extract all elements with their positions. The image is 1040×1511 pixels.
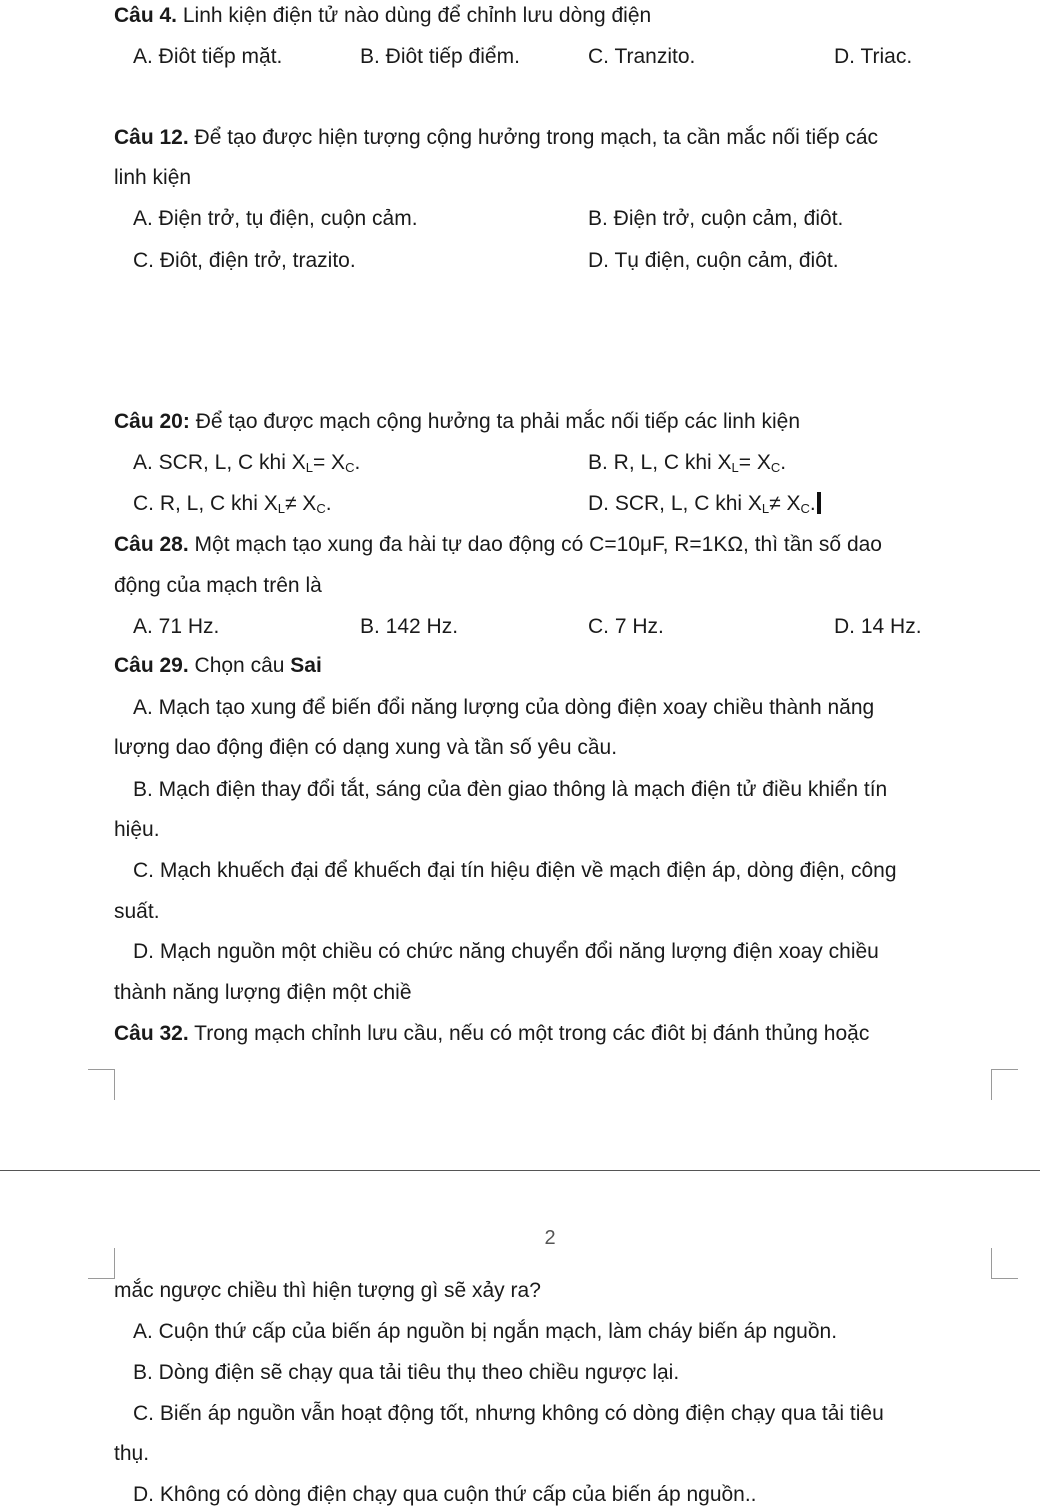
q20-d-end: .: [809, 492, 816, 515]
q4-option-a: A. Điôt tiếp mặt.: [133, 45, 283, 68]
subscript-c: C: [770, 460, 781, 475]
q4-number: Câu 4.: [114, 4, 178, 27]
q20-c-end: .: [325, 492, 332, 515]
q20-d-relation: ≠ X: [769, 492, 801, 515]
q32-option-a: A. Cuộn thứ cấp của biến áp nguồn bị ngắn mạch, làm cháy biến áp nguồn.: [133, 1320, 838, 1343]
q29-option-a-1: A. Mạch tạo xung để biến đổi năng lượng của dòng điện xoay chiều thành năng: [133, 696, 875, 719]
q32-option-d: D. Không có dòng điện chạy qua cuộn thứ cấp của biến áp nguồn..: [133, 1483, 757, 1506]
q12-number: Câu 12.: [114, 126, 189, 149]
subscript-c: C: [345, 460, 355, 475]
q4-text: Linh kiện điện tử nào dùng để chỉnh lưu dòng điện: [177, 4, 652, 27]
q28-option-c: C. 7 Hz.: [588, 615, 664, 638]
q29-option-d-1: D. Mạch nguồn một chiều có chức năng chuyển đổi năng lượng điện xoay chiều: [133, 940, 879, 963]
q32-stem: [114, 1022, 869, 1046]
q32-text-1: Trong mạch chỉnh lưu cầu, nếu có một trong các điôt bị đánh thủng hoặc: [188, 1022, 870, 1045]
q20-c-relation: ≠ X: [284, 492, 317, 515]
q20-text: Để tạo được mạch cộng hưởng ta phải mắc nối tiếp các linh kiện: [189, 410, 801, 433]
q4-stem: [114, 4, 651, 28]
page-divider: [0, 1170, 1040, 1171]
q4-option-c: C. Tranzito.: [588, 45, 696, 68]
q20-option-a: [133, 451, 360, 475]
q20-b-relation: = X: [738, 451, 771, 474]
q29-stem: [114, 654, 322, 678]
subscript-l: L: [305, 460, 313, 475]
q32-option-c-2: thụ.: [114, 1442, 150, 1465]
q29-option-c-1: C. Mạch khuếch đại để khuếch đại tín hiệu điện về mạch điện áp, dòng điện, công: [133, 859, 897, 882]
q32-option-b: B. Dòng điện sẽ chạy qua tải tiêu thụ theo chiều ngược lại.: [133, 1361, 680, 1384]
q28-stem: [114, 533, 882, 557]
q28-text-1: Một mạch tạo xung đa hài tự dao động có C=10μF, R=1KΩ, thì tần số dao: [188, 533, 882, 556]
q12-option-b: B. Điện trở, cuộn cảm, điôt.: [588, 207, 844, 230]
q28-option-b: B. 142 Hz.: [360, 615, 459, 638]
q28-option-d: D. 14 Hz.: [834, 615, 922, 638]
q29-text: Chọn câu: [188, 654, 291, 677]
q12-stem: [114, 126, 878, 150]
q28-text-2: động của mạch trên là: [114, 574, 322, 597]
q29-option-d-2: thành năng lượng điện một chiề: [114, 981, 412, 1004]
text-cursor: [817, 492, 821, 514]
subscript-l: L: [761, 501, 770, 516]
q20-number: Câu 20:: [114, 410, 190, 433]
subscript-c: C: [316, 501, 326, 516]
q32-text-2: mắc ngược chiều thì hiện tượng gì sẽ xảy ra?: [114, 1279, 541, 1302]
q29-option-b-1: B. Mạch điện thay đổi tắt, sáng của đèn giao thông là mạch điện tử điều khiển tín: [133, 778, 888, 801]
page-number: 2: [544, 1227, 556, 1249]
q20-a-relation: = X: [312, 451, 346, 474]
q12-text-1: Để tạo được hiện tượng cộng hưởng trong mạch, ta cần mắc nối tiếp các: [188, 126, 879, 149]
q20-a-end: .: [354, 451, 361, 474]
q20-c-text: C. R, L, C khi X: [133, 492, 278, 515]
q32-number: Câu 32.: [114, 1022, 189, 1045]
q20-option-b: [588, 451, 786, 475]
q20-b-end: .: [780, 451, 787, 474]
q29-keyword: Sai: [290, 654, 322, 677]
crop-mark-bottom-left: [88, 1248, 115, 1279]
q12-option-a: A. Điện trở, tụ điện, cuộn cảm.: [133, 207, 418, 230]
q20-stem: [114, 410, 800, 434]
crop-mark-top-left: [88, 1069, 115, 1100]
q32-option-c-1: C. Biến áp nguồn vẫn hoạt động tốt, nhưng không có dòng điện chạy qua tải tiêu: [133, 1402, 884, 1425]
q4-option-d: D. Triac.: [834, 45, 913, 68]
q28-number: Câu 28.: [114, 533, 189, 556]
crop-mark-top-right: [991, 1069, 1018, 1100]
subscript-l: L: [277, 501, 285, 516]
q20-b-text: B. R, L, C khi X: [588, 451, 732, 474]
subscript-l: L: [731, 460, 739, 475]
q20-d-text: D. SCR, L, C khi X: [588, 492, 762, 515]
q20-a-text: A. SCR, L, C khi X: [133, 451, 306, 474]
q29-option-c-2: suất.: [114, 900, 160, 923]
q20-option-c: [133, 492, 332, 516]
q29-number: Câu 29.: [114, 654, 189, 677]
q4-option-b: B. Điôt tiếp điểm.: [360, 45, 520, 68]
crop-mark-bottom-right: [991, 1248, 1018, 1279]
q29-option-b-2: hiệu.: [114, 818, 160, 841]
subscript-c: C: [800, 501, 810, 516]
q28-option-a: A. 71 Hz.: [133, 615, 220, 638]
q12-text-2: linh kiện: [114, 166, 192, 189]
q12-option-c: C. Điôt, điện trở, trazito.: [133, 249, 356, 272]
q29-option-a-2: lượng dao động điện có dạng xung và tần số yêu cầu.: [114, 736, 618, 759]
q12-option-d: D. Tụ điện, cuộn cảm, điôt.: [588, 249, 839, 272]
q20-option-d: [588, 492, 821, 516]
